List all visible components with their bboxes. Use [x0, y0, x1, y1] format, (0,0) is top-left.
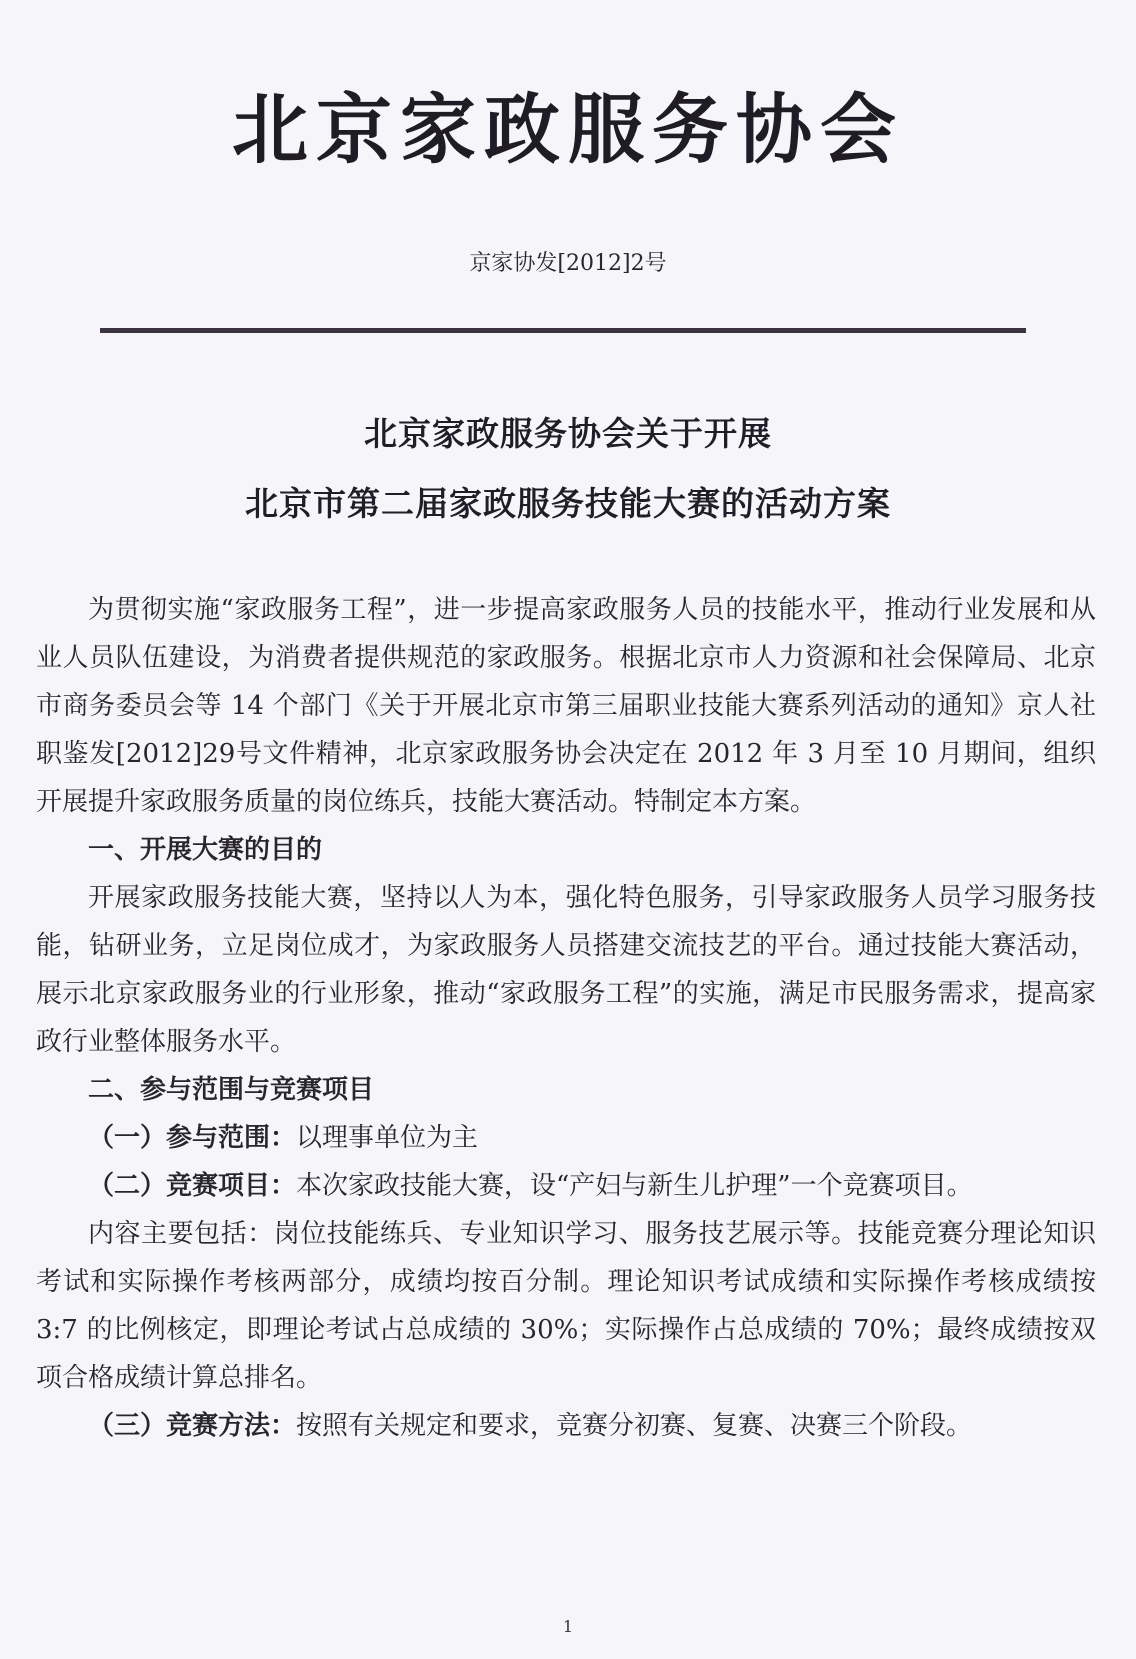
item-1-text: 以理事单位为主: [296, 1123, 479, 1153]
item-competition-event: [36, 1162, 1096, 1210]
item-1-label: （一）参与范围：: [88, 1123, 297, 1153]
header-divider: [100, 328, 1026, 333]
document-title-line-1: 北京家政服务协会关于开展: [364, 414, 772, 453]
page-number: 1: [562, 1617, 574, 1636]
item-competition-method: [36, 1402, 1096, 1450]
section-1-paragraph: 开展家政服务技能大赛，坚持以人为本，强化特色服务，引导家政服务人员学习服务技能，钻研业务，立足岗位成才，为家政服务人员搭建交流技艺的平台。通过技能大赛活动，展示北京家政服务业的行业形象，推动“家政服务工程”的实施，满足市民服务需求，提高家政行业整体服务水平。: [36, 883, 1096, 1057]
item-2-text: 本次家政技能大赛，设“产妇与新生儿护理”一个竞赛项目。: [296, 1171, 973, 1201]
section-1-heading: 一、开展大赛的目的: [88, 835, 323, 865]
org-header-title: 北京家政服务协会: [232, 85, 904, 174]
item-3-label: （三）竞赛方法：: [88, 1411, 297, 1441]
document-body: [36, 586, 1096, 1450]
item-3-text: 按照有关规定和要求，竞赛分初赛、复赛、决赛三个阶段。: [296, 1411, 973, 1441]
intro-paragraph: 为贯彻实施“家政服务工程”，进一步提高家政服务人员的技能水平，推动行业发展和从业人员队伍建设，为消费者提供规范的家政服务。根据北京市人力资源和社会保障局、北京市商务委员会等 14 个部门《关于开展北京市第三届职业技能大赛系列活动的通知》京人社职鉴发[2012]29号文件精神，北京家政服务协会决定在 2012 年 3 月至 10 月期间，组织开展提升家政服务质量的岗位练兵，技能大赛活动。特制定本方案。: [36, 595, 1096, 817]
content-paragraph: 内容主要包括：岗位技能练兵、专业知识学习、服务技艺展示等。技能竞赛分理论知识考试和实际操作考核两部分，成绩均按百分制。理论知识考试成绩和实际操作考核成绩按 3:7 的比例核定，即理论考试占总成绩的 30%；实际操作占总成绩的 70%；最终成绩按双项合格成绩计算总排名。: [36, 1219, 1096, 1393]
document-number: 京家协发[2012]2号: [469, 251, 667, 276]
section-2-heading: 二、参与范围与竞赛项目: [88, 1075, 375, 1105]
item-participation-scope: [36, 1114, 1096, 1162]
document-title-line-2: 北京市第二届家政服务技能大赛的活动方案: [245, 484, 891, 523]
item-2-label: （二）竞赛项目：: [88, 1171, 297, 1201]
